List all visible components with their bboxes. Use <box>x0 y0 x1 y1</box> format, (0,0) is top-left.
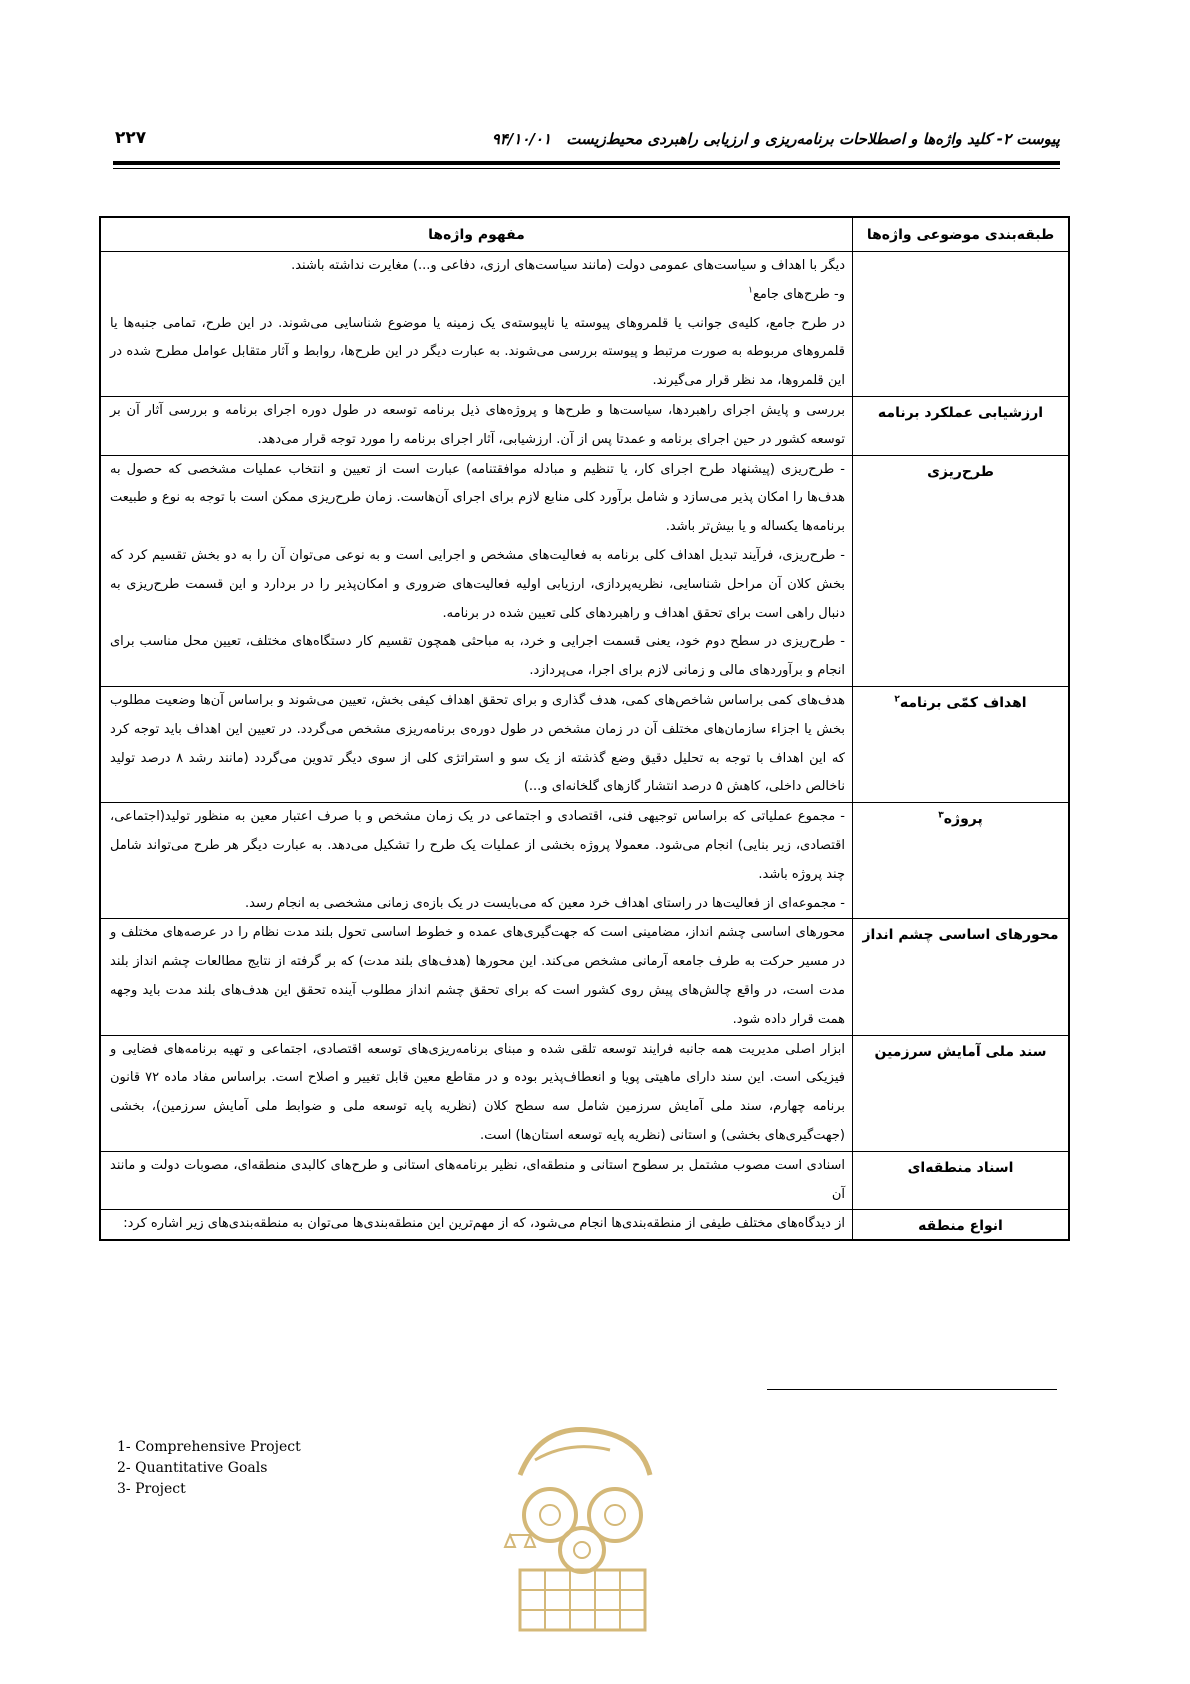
definition-paragraph: - مجموعه‌ای از فعالیت‌ها در راستای اهداف خرد معین که می‌بایست در یک بازه‌ی زمانی مشخصی به انجام رسد. <box>244 895 845 911</box>
header-date: ۹۴/۱۰/۰۱ <box>491 130 552 148</box>
footnote-marker: ۳ <box>938 810 944 821</box>
footnote-marker: ۱ <box>748 285 753 296</box>
definition-paragraph: اسنادی است مصوب مشتمل بر سطوح استانی و منطقه‌ای، نظیر برنامه‌های استانی و طرح‌های کالبدی منطقه‌ای، مصوبات دولت و مانند آن <box>110 1157 845 1202</box>
header-rule-thick <box>113 161 1060 165</box>
category-cell: پروژه$^۳$ <box>853 803 1070 919</box>
category-cell: طرح‌ریزی <box>853 455 1070 686</box>
category-cell: اهداف کمّی برنامه$^۲$ <box>853 686 1070 802</box>
footnotes <box>117 1437 301 1500</box>
definition-paragraph: - مجموع عملیاتی که براساس توجیهی فنی، اقتصادی و اجتماعی در یک زمان مشخص و با صرف اعتبار معین به منظور تولید(اجتماعی، اقتصادی، زیر بنایی) انجام می‌شود. معمولا پروژه بخشی از عملیات یک طرح را تشکیل می‌دهد. به عبارت دیگر هر طرح می‌تواند شامل چند پروژه باشد. <box>110 809 845 882</box>
category-cell <box>853 252 1070 397</box>
header-rule-thin <box>113 168 1060 169</box>
definition-cell <box>100 686 853 802</box>
table-row <box>100 686 1069 802</box>
definition-paragraph: محورهای اساسی چشم انداز، مضامینی است که جهت‌گیری‌های عمده و خطوط اساسی تحول بلند مدت نظام را در عرصه‌های مختلف و در مسیر حرکت به طرف جامعه آرمانی مشخص می‌کند. این محورها (هدف‌های بلند مدت) که بر گرفته از نتایج مطالعات چشم انداز بلند مدت است، در واقع چالش‌های پیش روی کشور است که برای تحقق چشم انداز مطلوب آینده تحقق این هدف‌های بلند مدت باید وجهه همت قرار داده شود. <box>110 925 845 1027</box>
definition-paragraph: - طرح‌ریزی، فرآیند تبدیل اهداف کلی برنامه به فعالیت‌های مشخص و اجرایی است و به نوعی می‌توان آن را به دو بخش تقسیم کرد که بخش کلان آن مراحل شناسایی، نظریه‌پردازی، ارزیابی اولیه فعالیت‌های ضروری و امکان‌پذیر را در بردارد و این قسمت طرح‌ریزی به دنبال راهی است برای تحقق اهداف و راهبردهای کلی تعیین شده در برنامه. <box>110 547 845 621</box>
table-row <box>100 1210 1069 1240</box>
glossary-table <box>99 216 1070 1241</box>
footnote-item: 2- Quantitative Goals <box>117 1460 268 1476</box>
definition-paragraph: ابزار اصلی مدیریت همه جانبه فرایند توسعه تلقی شده و مبنای برنامه‌ریزی‌های توسعه اقتصادی، اجتماعی و تهیه برنامه‌های فضایی و فیزیکی است. این سند دارای ماهیتی پویا و انعطاف‌پذیر بوده و در مقاطع معین قابل تغییر و اصلاح است. براساس مفاد ماده ۷۲ قانون برنامه چهارم، سند ملی آمایش سرزمین شامل سه سطح کلان (نظریه پایه توسعه ملی و ضوابط ملی آمایش سرزمین)، بخشی (جهت‌گیری‌های بخشی) و استانی (نظریه پایه توسعه استان‌ها) است. <box>110 1041 845 1143</box>
category-cell: سند ملی آمایش سرزمین <box>853 1035 1070 1151</box>
definition-paragraph: در طرح جامع، کلیه‌ی جوانب یا قلمروهای پیوسته یا ناپیوسته‌ی یک زمینه یا موضوع شناسایی می‌شوند. در این طرح، تمامی جنبه‌ها یا قلمروهای مربوطه به صورت مرتبط و پیوسته بررسی می‌شوند. به عبارت دیگر در این طرح‌ها، روابط و آثار متقابل عوامل مطرح شده در این قلمروها، مد نظر قرار می‌گیرند. <box>110 315 845 389</box>
category-cell: محورهای اساسی چشم انداز <box>853 919 1070 1035</box>
definition-paragraph: دیگر با اهداف و سیاست‌های عمومی دولت (مانند سیاست‌های ارزی، دفاعی و...) مغایرت نداشته باشند. <box>291 258 845 273</box>
column-header-concept: مفهوم واژه‌ها <box>100 217 853 252</box>
table-row <box>100 803 1069 919</box>
category-cell: اسناد منطقه‌ای <box>853 1151 1070 1210</box>
definition-paragraph: - طرح‌ریزی در سطح دوم خود، یعنی قسمت اجرایی و خرد، به مباحثی همچون تقسیم کار دستگاه‌های مختلف، تعیین محل مناسب برای انجام و برآوردهای مالی و زمانی لازم برای اجرا، می‌پردازد. <box>110 634 845 679</box>
definition-paragraph: بررسی و پایش اجرای راهبردها، سیاست‌ها و طرح‌ها و پروژه‌های ذیل برنامه توسعه در طول دوره اجرای برنامه و بررسی آثار آن بر توسعه کشور در حین اجرای برنامه و عمدتا پس از آن. ارزشیابی، آثار اجرای برنامه را مورد توجه قرار می‌دهد. <box>110 402 845 447</box>
definition-paragraph: از دیدگاه‌های مختلف طیفی از منطقه‌بندی‌ها انجام می‌شود، که از مهم‌ترین این منطقه‌بندی‌ها می‌توان به منطقه‌بندی‌های زیر اشاره کرد: <box>123 1216 845 1232</box>
watermark-logo <box>480 1405 680 1665</box>
definition-subheading: و- طرح‌های جامع$^۱$ <box>748 285 845 302</box>
definition-cell <box>100 396 853 455</box>
table-row <box>100 455 1069 686</box>
header-title-line <box>492 130 1060 148</box>
definition-cell <box>100 1210 853 1240</box>
category-cell: انواع منطقه <box>853 1210 1070 1240</box>
category-cell: ارزشیابی عملکرد برنامه <box>853 396 1070 455</box>
table-row <box>100 396 1069 455</box>
table-row <box>100 1151 1069 1210</box>
footnote-marker: ۲ <box>894 694 900 705</box>
table-row <box>100 1035 1069 1151</box>
footnote-item: 1- Comprehensive Project <box>117 1439 301 1455</box>
definition-cell <box>100 455 853 686</box>
definition-cell <box>100 252 853 397</box>
table-header-row <box>100 217 1069 252</box>
definition-paragraph: - طرح‌ریزی (پیشنهاد طرح اجرای کار، یا تنظیم و مبادله موافقتنامه) عبارت است از تعیین و انتخاب عملیات مشخصی که حصول به هدف‌ها را امکان پذیر می‌سازد و شامل برآورد کلی منابع لازم برای اجرای آن‌هاست. زمان طرح‌ریزی ممکن است با توجه به نوع و طبیعت برنامه‌ها یکساله و یا بیش‌تر باشد. <box>110 461 845 535</box>
definition-paragraph: هدف‌های کمی براساس شاخص‌های کمی، هدف گذاری و برای تحقق اهداف کیفی بخش، تعیین می‌شوند و براساس آن‌ها وضعیت مطلوب بخش یا اجزاء سازمان‌های مختلف آن در زمان مشخص در طول دوره‌ی برنامه‌ریزی مشخص می‌گردد. در تعیین این اهداف باید توجه کرد که این اهداف با توجه به تحلیل دقیق وضع گذشته از یک سو و استراتژی کلی از سوی دیگر تدوین می‌گردد (مانند رشد ۸ درصد تولید ناخالص داخلی، کاهش ۵ درصد انتشار گازهای گلخانه‌ای و...) <box>110 692 845 795</box>
header-title: پیوست ۲- کلید واژه‌ها و اصطلاحات برنامه‌ریزی و ارزیابی راهبردی محیط‌زیست <box>566 130 1060 148</box>
table-row <box>100 252 1069 397</box>
page-number: ۲۲۷ <box>115 128 147 148</box>
definition-cell <box>100 1035 853 1151</box>
definition-cell <box>100 803 853 919</box>
footnote-rule <box>767 1389 1057 1390</box>
column-header-category: طبقه‌بندی موضوعی واژه‌ها <box>853 217 1070 252</box>
footnote-item: 3- Project <box>117 1481 186 1497</box>
definition-cell <box>100 919 853 1035</box>
page-header <box>113 128 1060 158</box>
definition-cell <box>100 1151 853 1210</box>
table-row <box>100 919 1069 1035</box>
